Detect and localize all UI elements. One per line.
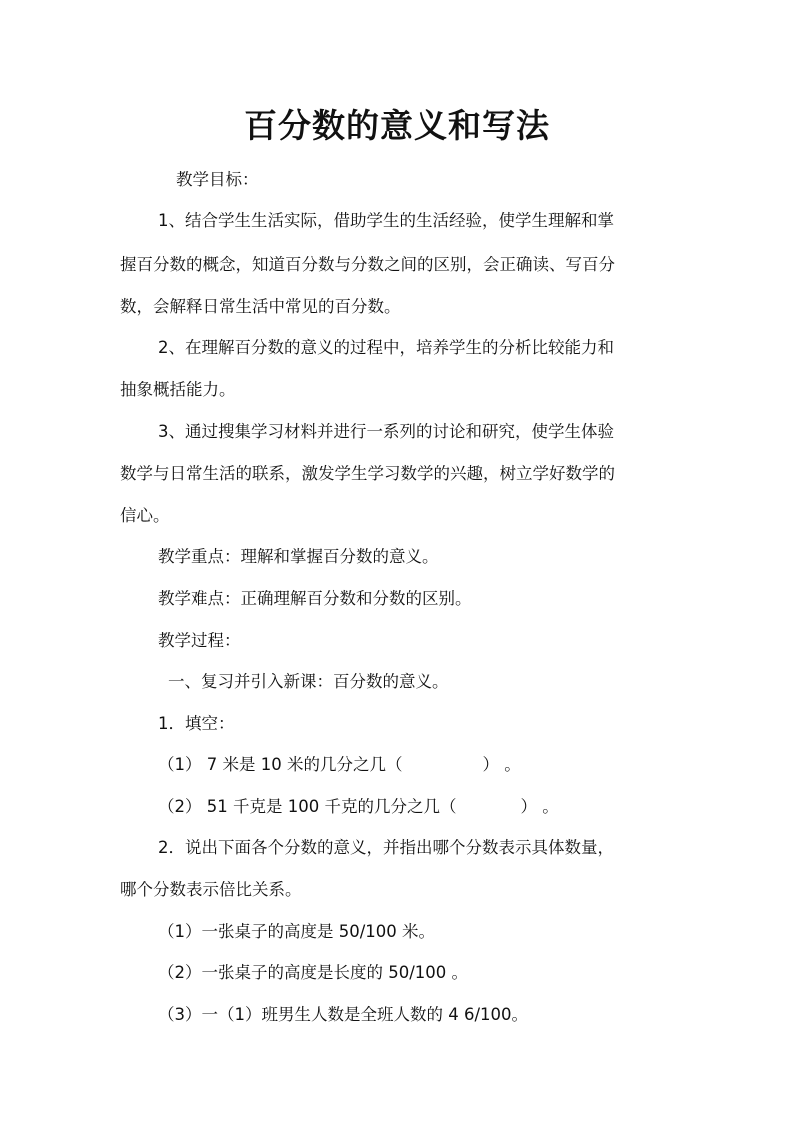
fraction-item-3: （3）一（1）班男生人数是全班人数的 4 6/100。 <box>158 1005 529 1024</box>
fill-blank-1 <box>158 753 521 777</box>
objective-3-line-3: 信心。 <box>120 506 170 525</box>
fill-blank-2-suffix: ） 。 <box>520 797 559 816</box>
objective-1-line-1: 1、结合学生生活实际，借助学生的生活经验，使学生理解和掌 <box>158 211 614 230</box>
objectives-heading: 教学目标： <box>176 170 259 189</box>
fill-blank-2-prefix: （2） 51 千克是 100 千克的几分之几（ <box>158 797 457 816</box>
document-title: 百分数的意义和写法 <box>244 106 550 145</box>
fill-blank-1-suffix: ） 。 <box>482 755 521 774</box>
fraction-item-2: （2）一张桌子的高度是长度的 50/100 。 <box>158 963 469 982</box>
fill-blank-1-prefix: （1） 7 米是 10 米的几分之几（ <box>158 755 403 774</box>
process-heading: 教学过程： <box>158 631 241 650</box>
section-1-heading: 一、复习并引入新课：百分数的意义。 <box>168 672 449 691</box>
item-2-line-2: 哪个分数表示倍比关系。 <box>120 880 302 899</box>
fill-blank-2 <box>158 795 559 819</box>
objective-3-line-1: 3、通过搜集学习材料并进行一系列的讨论和研究，使学生体验 <box>158 422 614 441</box>
key-point: 教学重点：理解和掌握百分数的意义。 <box>158 547 439 566</box>
objective-1-line-3: 数，会解释日常生活中常见的百分数。 <box>120 297 401 316</box>
item-1-heading: 1．填空： <box>158 714 235 733</box>
objective-2-line-1: 2、在理解百分数的意义的过程中，培养学生的分析比较能力和 <box>158 338 614 357</box>
difficult-point: 教学难点：正确理解百分数和分数的区别。 <box>158 589 472 608</box>
objective-2-line-2: 抽象概括能力。 <box>120 380 236 399</box>
objective-3-line-2: 数学与日常生活的联系，激发学生学习数学的兴趣，树立学好数学的 <box>120 464 615 483</box>
fraction-item-1: （1）一张桌子的高度是 50/100 米。 <box>158 922 436 941</box>
objective-1-line-2: 握百分数的概念，知道百分数与分数之间的区别，会正确读、写百分 <box>120 255 615 274</box>
item-2-line-1: 2．说出下面各个分数的意义，并指出哪个分数表示具体数量， <box>158 838 614 857</box>
